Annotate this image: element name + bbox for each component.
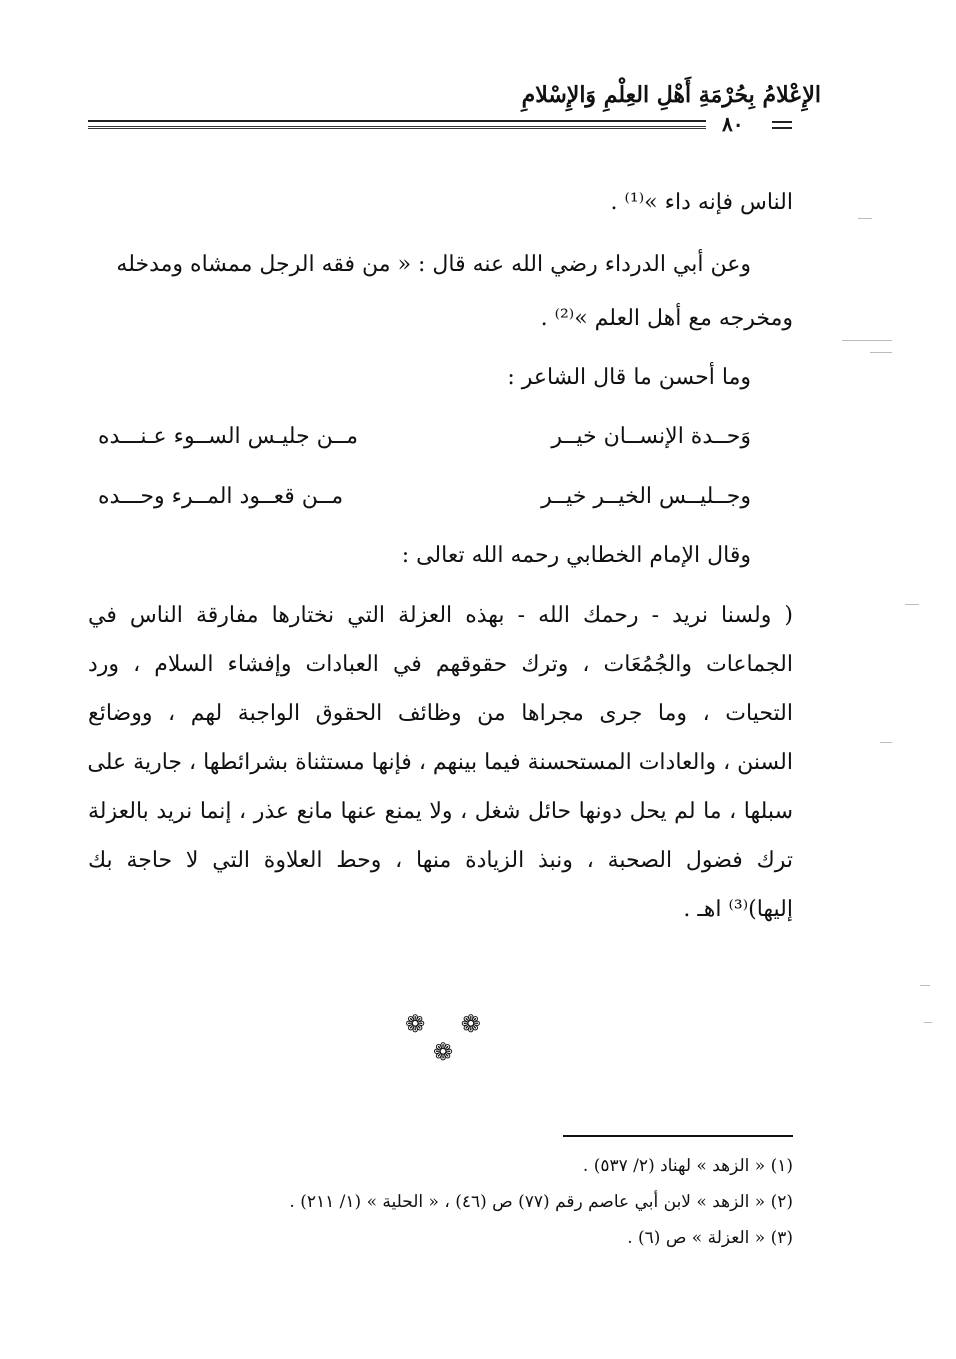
footnote: (٣) « العزلة » ص (٦) . xyxy=(627,1228,793,1248)
text-line: وقال الإمام الخطابي رحمه الله تعالى : xyxy=(401,543,751,568)
verse-first-hemistich: وجــليــس الخيــر خيــر xyxy=(541,484,751,509)
page-number: ٨٠ xyxy=(722,112,744,136)
margin-mark xyxy=(870,352,892,353)
margin-mark xyxy=(924,1022,932,1023)
verse-second-hemistich: مــن جليـس الســوء عـنـــده xyxy=(98,424,359,449)
footnotes xyxy=(88,0,793,1300)
quote-line: السنن ، والعادات المستحسنة فيما بينهم ، فإنها مستثناة بشرائطها ، جارية على xyxy=(87,750,793,775)
text-line: وما أحسن ما قال الشاعر : xyxy=(507,365,751,390)
margin-mark xyxy=(905,604,919,605)
verse-second-hemistich: مــن قعــود المــرء وحـــده xyxy=(98,484,344,509)
margin-mark xyxy=(880,742,892,743)
quote-line: التحيات ، وما جرى مجراها من وظائف الحقوق الواجبة لهم ، ووضائع xyxy=(88,701,793,726)
footnote: (٢) « الزهد » لابن أبي عاصم رقم (٧٧) ص (٤٦) ، « الحلية » (١/ ٢١١) . xyxy=(289,1192,793,1212)
text-line: الناس فإنه داء »⁽¹⁾ . xyxy=(610,190,793,215)
quote-line: إليها)⁽³⁾ اهـ . xyxy=(683,897,793,922)
quote-line: ترك فضول الصحبة ، ونبذ الزيادة منها ، وحط العلاوة التي لا حاجة بك xyxy=(88,848,793,873)
quote-line: سبلها ، ما لم يحل دونها حائل شغل ، ولا يمنع عنها مانع عذر ، إنما نريد بالعزلة xyxy=(88,799,793,824)
running-header-title: الإِعْلامُ بِحُرْمَةِ أَهْلِ العِلْمِ وَالإِسْلامِ xyxy=(521,82,821,108)
section-separator: ❁ ❁ ❁ xyxy=(405,1010,495,1066)
margin-mark xyxy=(920,985,930,986)
quote-line: ( ولسنا نريد - رحمك الله - بهذه العزلة التي نختارها مفارقة الناس في xyxy=(88,603,793,628)
text-line: ومخرجه مع أهل العلم »⁽²⁾ . xyxy=(540,306,793,331)
margin-mark xyxy=(842,340,892,341)
quote-line: الجماعات والجُمُعَات ، وترك حقوقهم في العبادات وإفشاء السلام ، ورد xyxy=(88,652,793,677)
verse-first-hemistich: وَحــدة الإنســان خيــر xyxy=(551,424,751,449)
margin-mark xyxy=(858,218,872,219)
text-line: وعن أبي الدرداء رضي الله عنه قال : « من فقه الرجل ممشاه ومدخله xyxy=(116,252,751,277)
footnote: (١) « الزهد » لهناد (٢/ ٥٣٧) . xyxy=(582,1156,793,1176)
